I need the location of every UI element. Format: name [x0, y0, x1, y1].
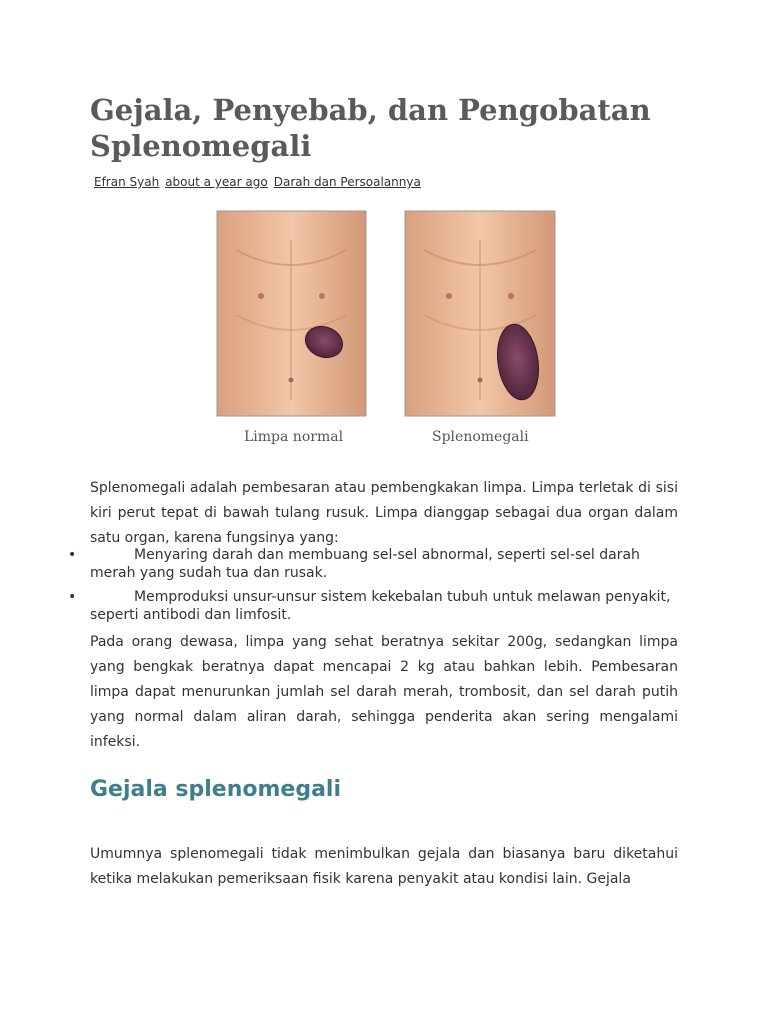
normal-torso-panel	[217, 211, 366, 416]
symptoms-paragraph: Umumnya splenomegali tidak menimbulkan gejala dan biasanya baru diketahui ketika melakukan pemeriksaan fisik karena penyakit atau kondisi lain. Gejala	[90, 846, 678, 887]
list-item-text: Memproduksi unsur-unsur sistem kekebalan tubuh untuk melawan penyakit, seperti antibodi dan limfosit.	[90, 589, 671, 623]
torso-comparison-image	[216, 210, 556, 456]
author-link[interactable]: Efran Syah	[94, 175, 160, 189]
weight-paragraph: Pada orang dewasa, limpa yang sehat beratnya sekitar 200g, sedangkan limpa yang bengkak beratnya dapat mencapai 2 kg atau bahkan lebih. Pembesaran limpa dapat menurunkan jumlah sel darah merah, trombosit, dan sel darah putih yang normal dalam aliran darah, sehingga penderita akan sering mengalami infeksi.	[90, 634, 678, 750]
article-meta	[94, 174, 427, 190]
bullet-icon: •	[68, 547, 77, 563]
category-link[interactable]: Darah dan Persoalannya	[273, 175, 421, 189]
list-item	[68, 588, 678, 624]
article-title: Gejala, Penyebab, dan Pengobatan Splenomegali	[90, 93, 651, 163]
date-link[interactable]: about a year ago	[165, 175, 268, 189]
function-list	[68, 546, 678, 630]
list-item-text: Menyaring darah dan membuang sel-sel abnormal, seperti sel-sel darah merah yang sudah tua dan rusak.	[90, 547, 640, 581]
list-item	[68, 546, 678, 582]
section-heading: Gejala splenomegali	[90, 777, 342, 802]
caption-splenomegaly: Splenomegali	[432, 429, 529, 445]
splenomegaly-torso-panel	[405, 211, 555, 416]
intro-paragraph: Splenomegali adalah pembesaran atau pembengkakan limpa. Limpa terletak di sisi kiri perut tepat di bawah tulang rusuk. Limpa dianggap sebagai dua organ dalam satu organ, karena fungsinya yang:	[90, 480, 678, 546]
caption-normal: Limpa normal	[244, 429, 344, 445]
bullet-icon: •	[68, 589, 77, 605]
splenomegaly-illustration	[216, 210, 556, 456]
